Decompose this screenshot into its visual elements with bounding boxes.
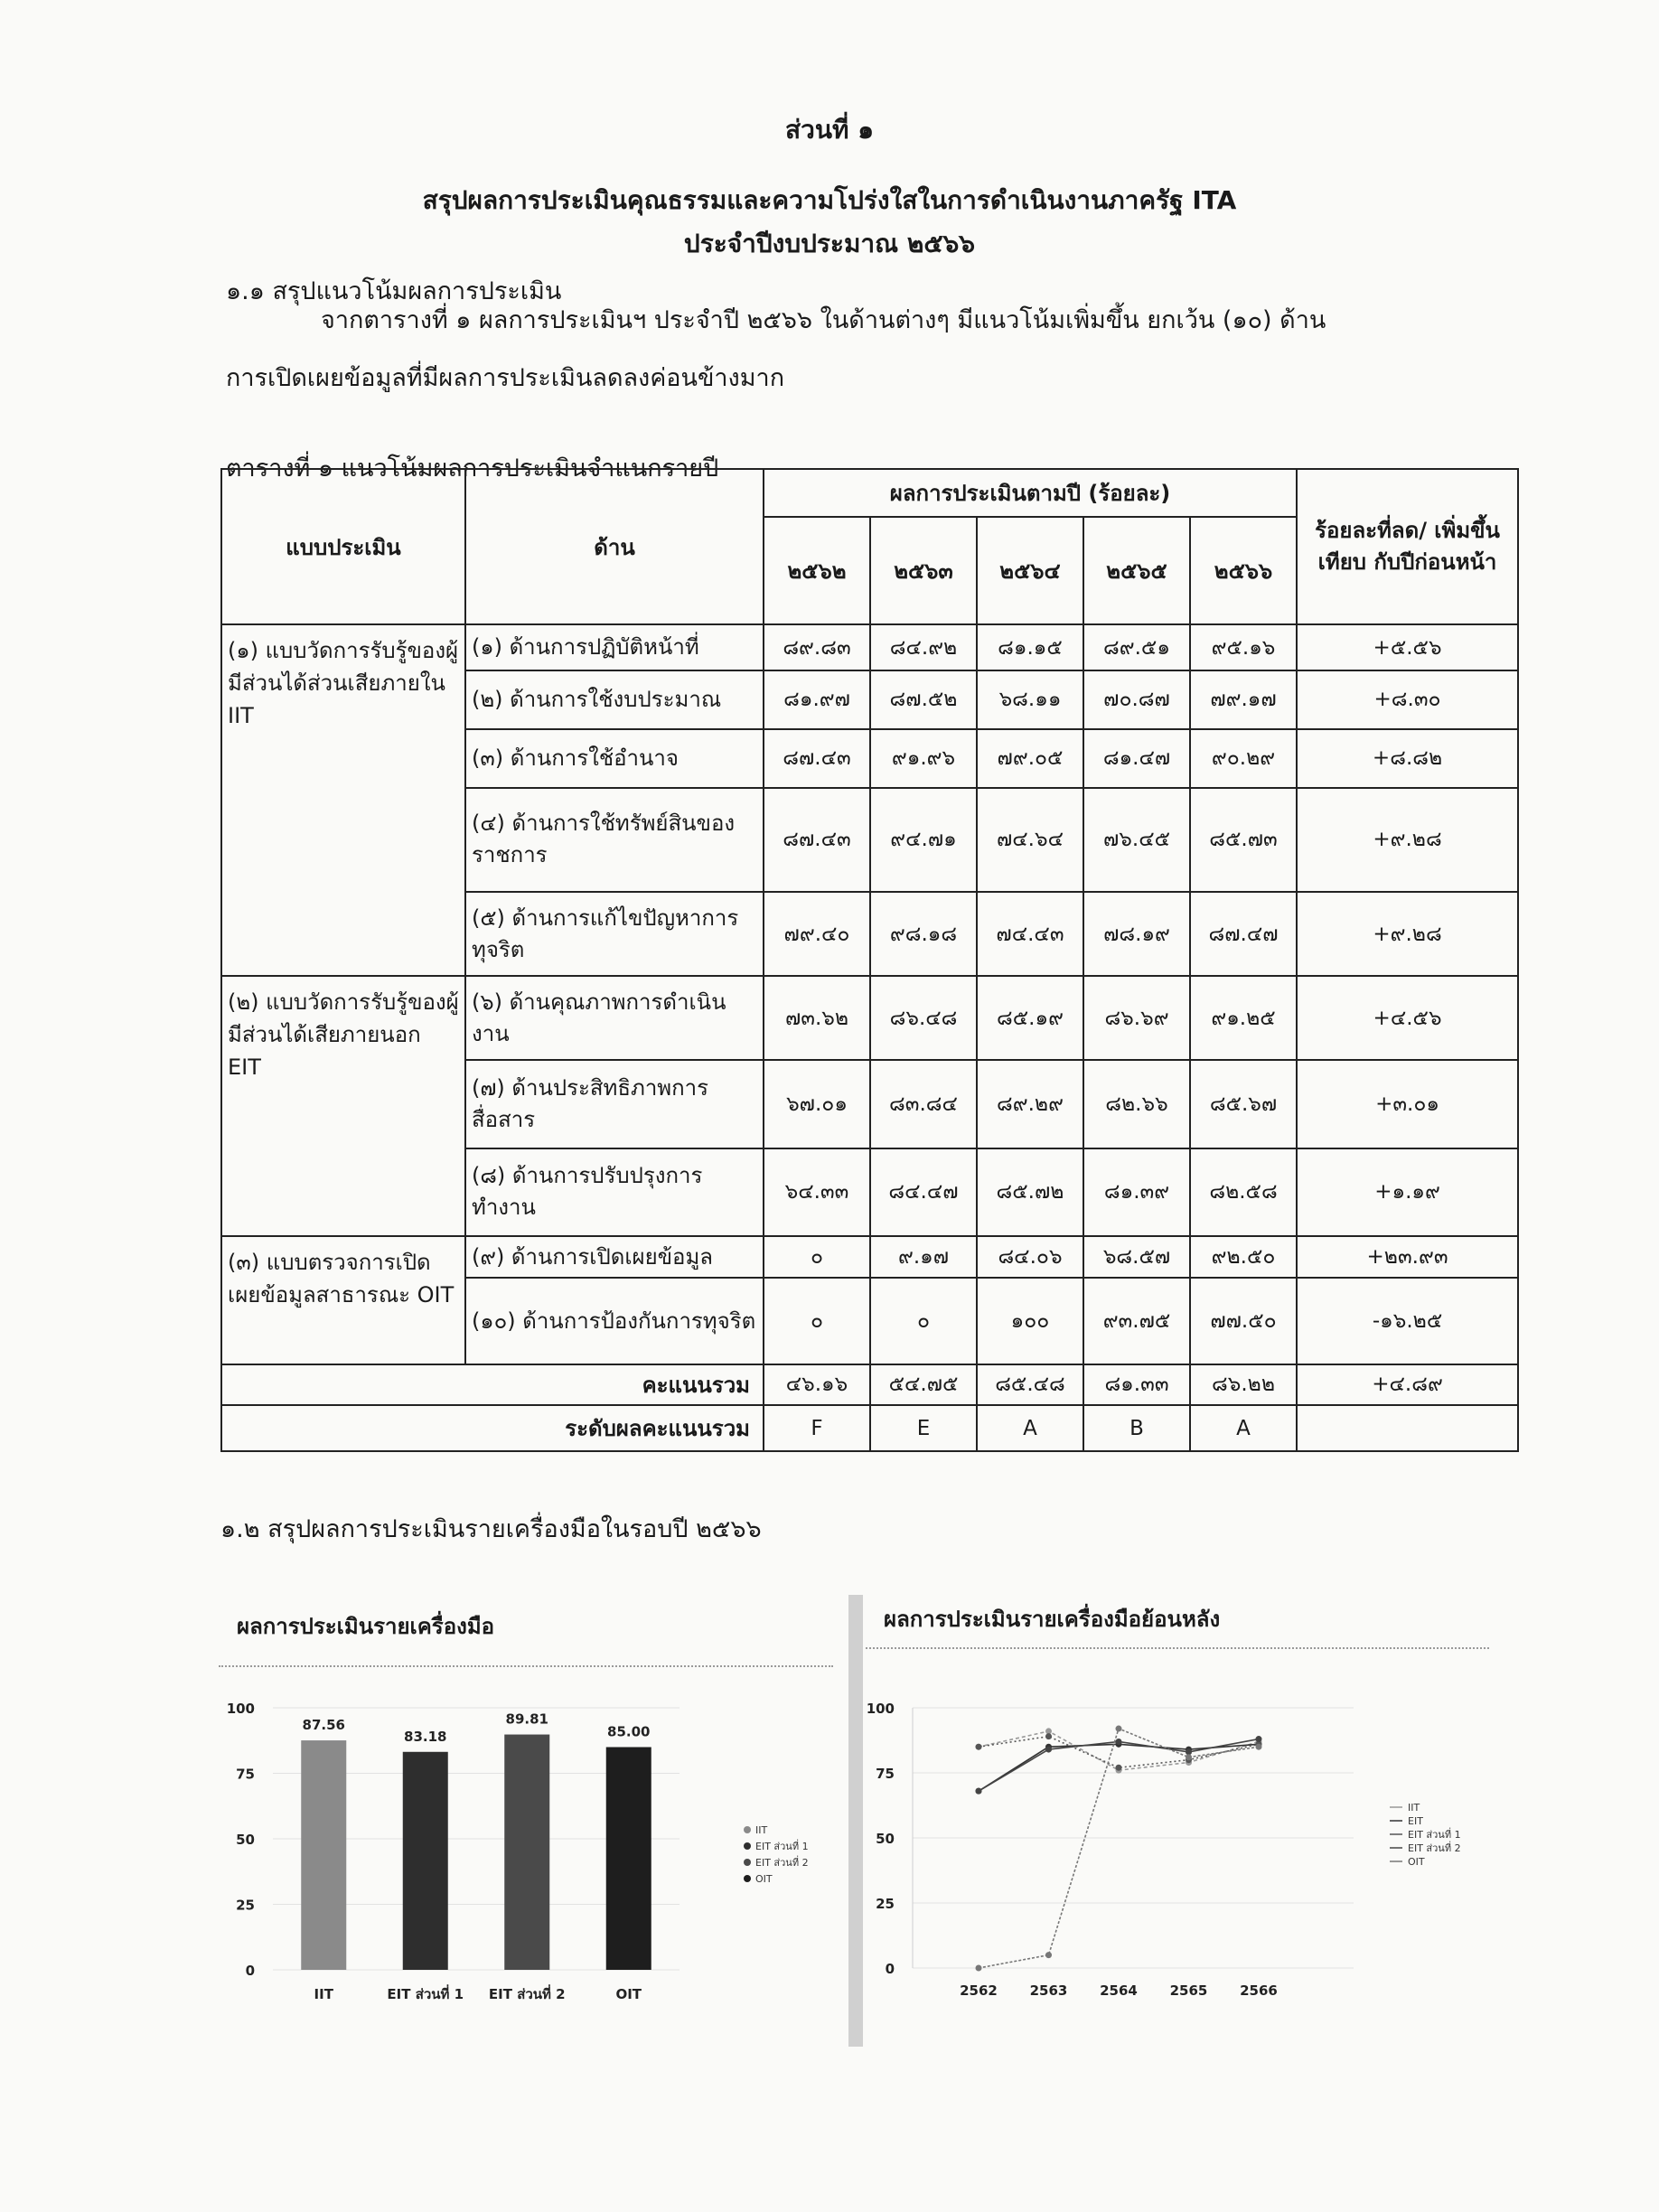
aspect-label: (๗) ด้านประสิทธิภาพการสื่อสาร bbox=[465, 1060, 764, 1148]
cell-change: +๘.๓๐ bbox=[1297, 670, 1518, 729]
y-tick-label: 25 bbox=[236, 1897, 255, 1914]
group-label: (๒) แบบวัดการรับรู้ของผู้มีส่วนได้เสียภายนอก EIT bbox=[221, 976, 465, 1236]
cell-value: ๙๕.๑๖ bbox=[1190, 624, 1297, 670]
grade-value: F bbox=[764, 1405, 870, 1451]
series-point bbox=[976, 1744, 982, 1750]
series-point bbox=[1116, 1726, 1122, 1732]
cell-change: +๒๓.๙๓ bbox=[1297, 1236, 1518, 1279]
cell-value: ๘๑.๙๗ bbox=[764, 670, 870, 729]
cell-value: ๑๐๐ bbox=[977, 1278, 1083, 1364]
cell-value: ๘๔.๔๗ bbox=[870, 1148, 977, 1236]
cell-value: ๖๗.๐๑ bbox=[764, 1060, 870, 1148]
cell-value: ๖๔.๓๓ bbox=[764, 1148, 870, 1236]
section-heading-1-1: ๑.๑ สรุปแนวโน้มผลการประเมิน bbox=[226, 277, 562, 305]
cell-value: ๘๗.๕๒ bbox=[870, 670, 977, 729]
year-header: ๒๕๖๕ bbox=[1083, 517, 1190, 625]
cell-value: ๗๗.๕๐ bbox=[1190, 1278, 1297, 1364]
series-point bbox=[1256, 1736, 1262, 1742]
cell-value: ๗๖.๔๕ bbox=[1083, 788, 1190, 892]
legend-marker bbox=[744, 1875, 751, 1882]
y-tick-label: 100 bbox=[226, 1701, 255, 1717]
bar-chart bbox=[219, 1681, 842, 2015]
x-tick-label: 2564 bbox=[1100, 1982, 1138, 1999]
cell-value: ๖๘.๕๗ bbox=[1083, 1236, 1190, 1279]
series-point bbox=[1045, 1747, 1052, 1753]
group-label: (๑) แบบวัดการรับรู้ของผู้มีส่วนได้ส่วนเสียภายใน IIT bbox=[221, 624, 465, 976]
total-change: +๔.๘๙ bbox=[1297, 1364, 1518, 1406]
y-tick-label: 0 bbox=[245, 1963, 255, 1979]
x-tick-label: EIT ส่วนที่ 2 bbox=[488, 1986, 566, 2002]
bar bbox=[301, 1740, 346, 1970]
cell-value: ๘๕.๑๙ bbox=[977, 976, 1083, 1060]
header-aspect: ด้าน bbox=[465, 469, 764, 624]
part-heading: ส่วนที่ ๑ bbox=[785, 115, 874, 145]
total-value: ๘๕.๔๘ bbox=[977, 1364, 1083, 1406]
aspect-label: (๘) ด้านการปรับปรุงการทำงาน bbox=[465, 1148, 764, 1236]
total-value: ๕๔.๗๕ bbox=[870, 1364, 977, 1406]
series-point bbox=[976, 1788, 982, 1795]
bar-value-label: 85.00 bbox=[607, 1723, 651, 1740]
cell-value: ๘๙.๕๑ bbox=[1083, 624, 1190, 670]
series-point bbox=[1256, 1744, 1262, 1750]
cell-value: ๘๔.๙๒ bbox=[870, 624, 977, 670]
cell-value: ๖๘.๑๑ bbox=[977, 670, 1083, 729]
x-tick-label: IIT bbox=[314, 1986, 333, 2002]
aspect-label: (๓) ด้านการใช้อำนาจ bbox=[465, 729, 764, 788]
cell-value: ๘๔.๐๖ bbox=[977, 1236, 1083, 1279]
y-tick-label: 50 bbox=[236, 1832, 255, 1848]
cell-value: ๘๗.๔๗ bbox=[1190, 892, 1297, 976]
cell-value: ๙๔.๗๑ bbox=[870, 788, 977, 892]
total-value: ๔๖.๑๖ bbox=[764, 1364, 870, 1406]
panel-divider bbox=[848, 1595, 863, 2047]
year-header: ๒๕๖๒ bbox=[764, 517, 870, 625]
cell-value: ๘๖.๔๘ bbox=[870, 976, 977, 1060]
grade-row bbox=[221, 1405, 1518, 1451]
cell-change: +๓.๐๑ bbox=[1297, 1060, 1518, 1148]
bar-chart-title: ผลการประเมินรายเครื่องมือ bbox=[237, 1614, 495, 1639]
header-change: ร้อยละที่ลด/ เพิ่มขึ้นเทียบ กับปีก่อนหน้า bbox=[1297, 469, 1518, 624]
cell-value: ๘๕.๗๓ bbox=[1190, 788, 1297, 892]
cell-value: ๗๙.๔๐ bbox=[764, 892, 870, 976]
cell-value: ๘๑.๔๗ bbox=[1083, 729, 1190, 788]
total-value: ๘๖.๒๒ bbox=[1190, 1364, 1297, 1406]
x-tick-label: 2565 bbox=[1169, 1982, 1208, 1999]
aspect-label: (๑๐) ด้านการป้องกันการทุจริต bbox=[465, 1278, 764, 1364]
document-subtitle: ประจำปีงบประมาณ ๒๕๖๖ bbox=[683, 229, 976, 258]
cell-value: ๗๔.๖๔ bbox=[977, 788, 1083, 892]
document-title: สรุปผลการประเมินคุณธรรมและความโปร่งใสในการดำเนินงานภาครัฐ ITA bbox=[422, 185, 1237, 215]
cell-change: -๑๖.๒๕ bbox=[1297, 1278, 1518, 1364]
cell-value: ๙.๑๗ bbox=[870, 1236, 977, 1279]
grade-label: ระดับผลคะแนนรวม bbox=[221, 1405, 764, 1451]
cell-value: ๘๙.๒๙ bbox=[977, 1060, 1083, 1148]
legend-label: EIT bbox=[1408, 1815, 1423, 1827]
cell-value: ๘๕.๗๒ bbox=[977, 1148, 1083, 1236]
legend-marker bbox=[744, 1826, 751, 1833]
cell-change: +๙.๒๘ bbox=[1297, 788, 1518, 892]
cell-value: ๗๘.๑๙ bbox=[1083, 892, 1190, 976]
legend-label: EIT ส่วนที่ 2 bbox=[1408, 1842, 1461, 1854]
legend-label: OIT bbox=[1408, 1856, 1425, 1868]
bar bbox=[504, 1735, 549, 1970]
cell-value: ๙๓.๗๕ bbox=[1083, 1278, 1190, 1364]
y-tick-label: 50 bbox=[876, 1831, 895, 1847]
grade-value: B bbox=[1083, 1405, 1190, 1451]
series-point bbox=[1116, 1739, 1122, 1745]
year-header: ๒๕๖๓ bbox=[870, 517, 977, 625]
cell-change: +๕.๕๖ bbox=[1297, 624, 1518, 670]
series-point bbox=[1045, 1952, 1052, 1958]
aspect-label: (๑) ด้านการปฏิบัติหน้าที่ bbox=[465, 624, 764, 670]
cell-change: +๑.๑๙ bbox=[1297, 1148, 1518, 1236]
y-tick-label: 75 bbox=[236, 1766, 255, 1783]
cell-change: +๘.๘๒ bbox=[1297, 729, 1518, 788]
legend-label: IIT bbox=[755, 1824, 768, 1836]
cell-value: ๙๑.๒๕ bbox=[1190, 976, 1297, 1060]
line-chart bbox=[866, 1681, 1498, 2015]
cell-value: ๘๖.๖๙ bbox=[1083, 976, 1190, 1060]
cell-value: ๗๔.๔๓ bbox=[977, 892, 1083, 976]
grade-change bbox=[1297, 1405, 1518, 1451]
cell-value: ๙๑.๙๖ bbox=[870, 729, 977, 788]
y-tick-label: 0 bbox=[885, 1961, 895, 1977]
y-tick-label: 75 bbox=[876, 1766, 895, 1782]
paragraph-line-1: จากตารางที่ ๑ ผลการประเมินฯ ประจำปี ๒๕๖๖ ในด้านต่างๆ มีแนวโน้มเพิ่มขึ้น ยกเว้น (๑๐) ด้าน bbox=[321, 306, 1326, 334]
grade-value: E bbox=[870, 1405, 977, 1451]
bar-value-label: 89.81 bbox=[505, 1711, 548, 1728]
legend-label: EIT ส่วนที่ 1 bbox=[755, 1841, 809, 1852]
header-form: แบบประเมิน bbox=[221, 469, 465, 624]
cell-value: ๘๒.๖๖ bbox=[1083, 1060, 1190, 1148]
x-tick-label: 2563 bbox=[1029, 1982, 1068, 1999]
year-header: ๒๕๖๔ bbox=[977, 517, 1083, 625]
cell-value: ๘๒.๕๘ bbox=[1190, 1148, 1297, 1236]
table-row bbox=[221, 976, 1518, 1060]
cell-value: ๐ bbox=[764, 1236, 870, 1279]
aspect-label: (๖) ด้านคุณภาพการดำเนินงาน bbox=[465, 976, 764, 1060]
series-point bbox=[1186, 1754, 1192, 1760]
grade-value: A bbox=[1190, 1405, 1297, 1451]
legend-label: OIT bbox=[755, 1873, 773, 1885]
cell-change: +๔.๕๖ bbox=[1297, 976, 1518, 1060]
cell-value: ๘๑.๑๕ bbox=[977, 624, 1083, 670]
grade-value: A bbox=[977, 1405, 1083, 1451]
cell-value: ๘๑.๓๙ bbox=[1083, 1148, 1190, 1236]
cell-value: ๘๓.๘๔ bbox=[870, 1060, 977, 1148]
cell-value: ๘๕.๖๗ bbox=[1190, 1060, 1297, 1148]
aspect-label: (๒) ด้านการใช้งบประมาณ bbox=[465, 670, 764, 729]
legend-label: EIT ส่วนที่ 1 bbox=[1408, 1829, 1461, 1841]
y-tick-label: 100 bbox=[866, 1701, 895, 1717]
x-tick-label: 2566 bbox=[1240, 1982, 1278, 1999]
legend-label: EIT ส่วนที่ 2 bbox=[755, 1857, 809, 1869]
bar-value-label: 87.56 bbox=[302, 1717, 345, 1734]
bar-value-label: 83.18 bbox=[404, 1728, 447, 1745]
bar bbox=[606, 1748, 651, 1971]
table-row bbox=[221, 624, 1518, 670]
cell-value: ๗๙.๑๗ bbox=[1190, 670, 1297, 729]
series-point bbox=[976, 1965, 982, 1972]
total-label: คะแนนรวม bbox=[221, 1364, 764, 1406]
aspect-label: (๙) ด้านการเปิดเผยข้อมูล bbox=[465, 1236, 764, 1279]
total-value: ๘๑.๓๓ bbox=[1083, 1364, 1190, 1406]
year-header: ๒๕๖๖ bbox=[1190, 517, 1297, 625]
legend-marker bbox=[744, 1859, 751, 1866]
series-point bbox=[1045, 1733, 1052, 1739]
cell-value: ๐ bbox=[764, 1278, 870, 1364]
aspect-label: (๕) ด้านการแก้ไขปัญหาการทุจริต bbox=[465, 892, 764, 976]
x-tick-label: OIT bbox=[615, 1986, 642, 2002]
divider-line bbox=[866, 1647, 1489, 1649]
cell-value: ๘๗.๔๓ bbox=[764, 729, 870, 788]
total-row bbox=[221, 1364, 1518, 1406]
cell-value: ๙๒.๕๐ bbox=[1190, 1236, 1297, 1279]
series-point bbox=[1116, 1765, 1122, 1771]
cell-value: ๗๓.๖๒ bbox=[764, 976, 870, 1060]
table-row bbox=[221, 1236, 1518, 1279]
y-tick-label: 25 bbox=[876, 1896, 895, 1912]
cell-value: ๐ bbox=[870, 1278, 977, 1364]
cell-value: ๘๙.๘๓ bbox=[764, 624, 870, 670]
legend-label: IIT bbox=[1408, 1802, 1420, 1814]
cell-value: ๘๗.๔๓ bbox=[764, 788, 870, 892]
cell-change: +๙.๒๘ bbox=[1297, 892, 1518, 976]
x-tick-label: EIT ส่วนที่ 1 bbox=[387, 1986, 464, 2002]
header-results: ผลการประเมินตามปี (ร้อยละ) bbox=[764, 469, 1297, 517]
line-chart-title: ผลการประเมินรายเครื่องมือย้อนหลัง bbox=[884, 1607, 1221, 1632]
group-label: (๓) แบบตรวจการเปิดเผยข้อมูลสาธารณะ OIT bbox=[221, 1236, 465, 1364]
x-tick-label: 2562 bbox=[960, 1982, 998, 1999]
cell-value: ๙๘.๑๘ bbox=[870, 892, 977, 976]
table-caption: ตารางที่ ๑ แนวโน้มผลการประเมินจำแนกรายปี bbox=[226, 455, 719, 483]
results-table bbox=[220, 468, 1519, 1452]
cell-value: ๗๙.๐๕ bbox=[977, 729, 1083, 788]
aspect-label: (๔) ด้านการใช้ทรัพย์สินของราชการ bbox=[465, 788, 764, 892]
cell-value: ๙๐.๒๙ bbox=[1190, 729, 1297, 788]
cell-value: ๗๐.๘๗ bbox=[1083, 670, 1190, 729]
legend-marker bbox=[744, 1842, 751, 1850]
paragraph-line-2: การเปิดเผยข้อมูลที่มีผลการประเมินลดลงค่อนข้างมาก bbox=[226, 364, 785, 392]
section-heading-1-2: ๑.๒ สรุปผลการประเมินรายเครื่องมือในรอบปี ๒๕๖๖ bbox=[220, 1515, 762, 1543]
divider-line bbox=[219, 1665, 833, 1667]
bar bbox=[403, 1752, 448, 1970]
